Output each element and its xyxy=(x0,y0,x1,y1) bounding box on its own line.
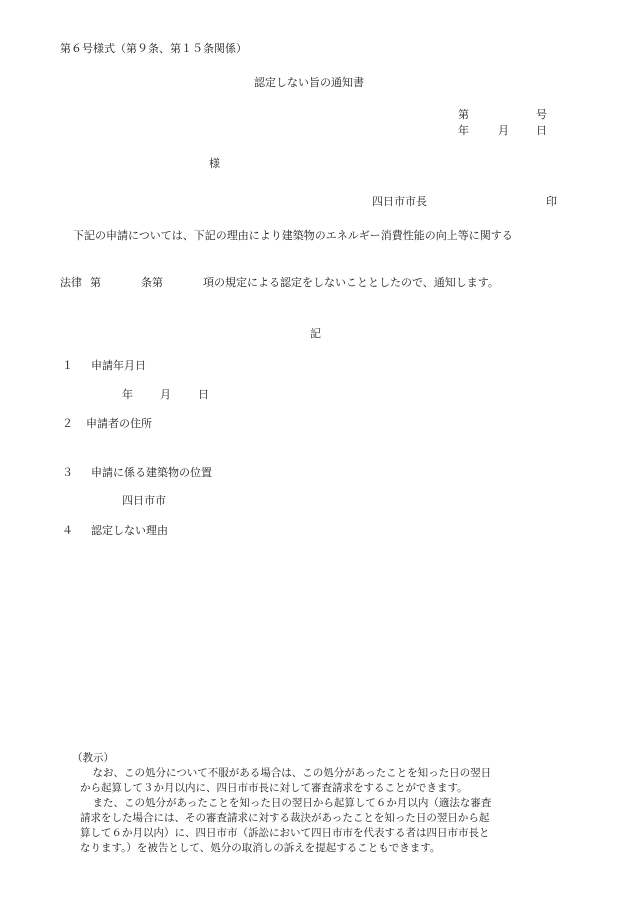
item-label: 申請年月日 xyxy=(91,359,146,372)
notice-paragraph-1-line-2: から起算して３か月以内に、四日市市長に対して審査請求をすることができます。 xyxy=(80,782,468,794)
date-year: 年 xyxy=(458,124,469,137)
item-number: ２ xyxy=(62,417,73,430)
number-prefix: 第 xyxy=(458,108,469,121)
issuer-name: 四日市市長 xyxy=(372,195,427,208)
body-line-1: 下記の申請については、下記の理由により建築物のエネルギー消費性能の向上等に関する xyxy=(73,229,513,242)
item-label: 認定しない理由 xyxy=(91,524,168,537)
item-date-year: 年 xyxy=(122,388,133,401)
notice-paragraph-2-line-3: 算して６か月以内）に、四日市市（訴訟において四日市市を代表する者は四日市市長と xyxy=(80,827,490,839)
notice-heading: （教示） xyxy=(72,752,114,764)
item-label: 申請者の住所 xyxy=(86,417,152,430)
notice-paragraph-2-line-1: また、この処分があったことを知った日の翌日から起算して６か月以内（適法な審査 xyxy=(92,797,492,809)
item-date-month: 月 xyxy=(160,388,171,401)
law-label: 法律 xyxy=(60,276,82,289)
date-day: 日 xyxy=(536,124,547,137)
seal-mark: 印 xyxy=(546,195,557,208)
addressee-honorific: 様 xyxy=(209,157,220,170)
item-date-day: 日 xyxy=(198,388,209,401)
number-suffix: 号 xyxy=(536,108,547,121)
document-title: 認定しない旨の通知書 xyxy=(254,76,364,89)
notice-paragraph-2-line-2: 請求をした場合には、その審査請求に対する裁決があったことを知った日の翌日から起 xyxy=(80,812,490,824)
ki-heading: 記 xyxy=(310,327,321,340)
date-month: 月 xyxy=(498,124,509,137)
item-number: ４ xyxy=(62,524,73,537)
item-number: １ xyxy=(62,359,73,372)
notice-paragraph-1-line-1: なお、この処分について不服がある場合は、この処分があったことを知った日の翌日 xyxy=(92,767,492,779)
item-number: ３ xyxy=(62,466,73,479)
appeal-notice xyxy=(72,751,572,856)
item-label: 申請に係る建築物の位置 xyxy=(91,466,212,479)
body-line-2-rest: 項の規定による認定をしないこととしたので、通知します。 xyxy=(203,276,499,289)
form-label: 第６号様式（第９条、第１５条関係） xyxy=(60,42,247,55)
notice-paragraph-2-line-4: なります。）を被告として、処分の取消しの訴えを提起することもできます。 xyxy=(80,842,441,854)
article-label: 第 xyxy=(90,276,101,289)
item-location-city: 四日市市 xyxy=(122,494,166,507)
clause-label: 条第 xyxy=(141,276,163,289)
